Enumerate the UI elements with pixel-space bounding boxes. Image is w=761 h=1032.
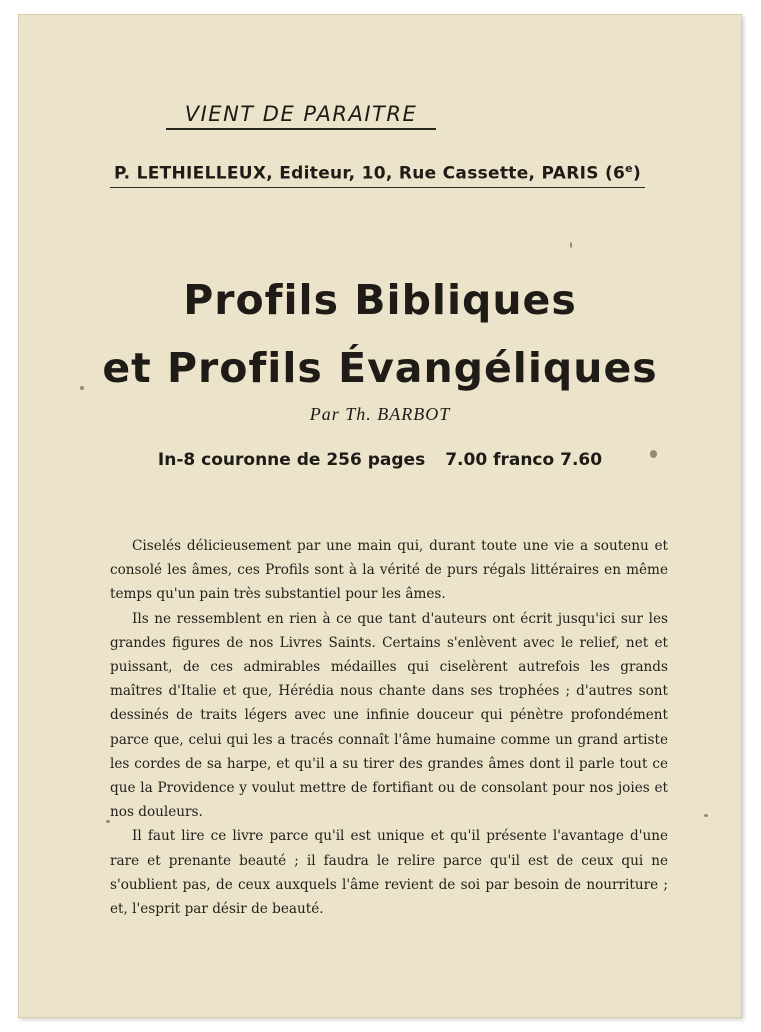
paper-speck [570,242,572,248]
body-text [110,534,668,921]
author-line: Par Th. BARBOT [309,404,451,424]
book-format: In-8 couronne de 256 pages [157,450,426,470]
paper-speck [650,450,657,458]
paper-speck [80,386,84,390]
book-price: 7.00 franco 7.60 [445,450,603,470]
announcement-heading: VIENT DE PARAITRE [166,102,436,130]
publisher-superscript: e [625,162,633,175]
paper-speck [106,820,110,823]
body-paragraph-2: Ils ne ressemblent en rien à ce que tant d'auteurs ont écrit jusqu'ici sur les grandes figures de nos Livres Saints. Certains s'enlèvent avec le relief, net et puissant, de ces admirables médailles qui ciselèrent autrefois les grands maîtres d'Italie et que, Hérédia nous chante dans ses trophées ; d'autres sont dessinés de traits légers avec une infinie douceur qui pénètre profondément parce que, celui qui les a tracés connaît l'âme humaine comme un grand artiste les cordes de sa harpe, et qu'il a su tirer des grandes âmes dont il parle tout ce que la Providence y voulut mettre de fortifiant ou de consolant pour nos joies et nos douleurs. [110,610,668,821]
paper-speck [704,814,708,817]
document-page [18,14,742,1018]
publisher-text: P. LETHIELLEUX, Editeur, 10, Rue Cassette, PARIS (6 [113,163,626,184]
format-price-line [18,450,742,470]
body-paragraph-1: Ciselés délicieusement par une main qui, durant toute une vie a soutenu et consolé les âmes, ces Profils sont à la vérité de purs régals littéraires en même temps qu'un pain très substantiel pour les âmes. [110,538,668,603]
book-title-line-2: et Profils Évangéliques [102,344,658,392]
publisher-close: ) [632,163,642,184]
book-title-line-1: Profils Bibliques [183,276,577,324]
publisher-line [110,162,645,188]
body-paragraph-3: Il faut lire ce livre parce qu'il est unique et qu'il présente l'avantage d'une rare et prenante beauté ; il faudra le relire parce qu'il est de ceux qui ne s'oublient pas, de ceux auxquels l'âme revient de soi par besoin de nourriture ; et, l'esprit par désir de beauté. [110,828,668,918]
